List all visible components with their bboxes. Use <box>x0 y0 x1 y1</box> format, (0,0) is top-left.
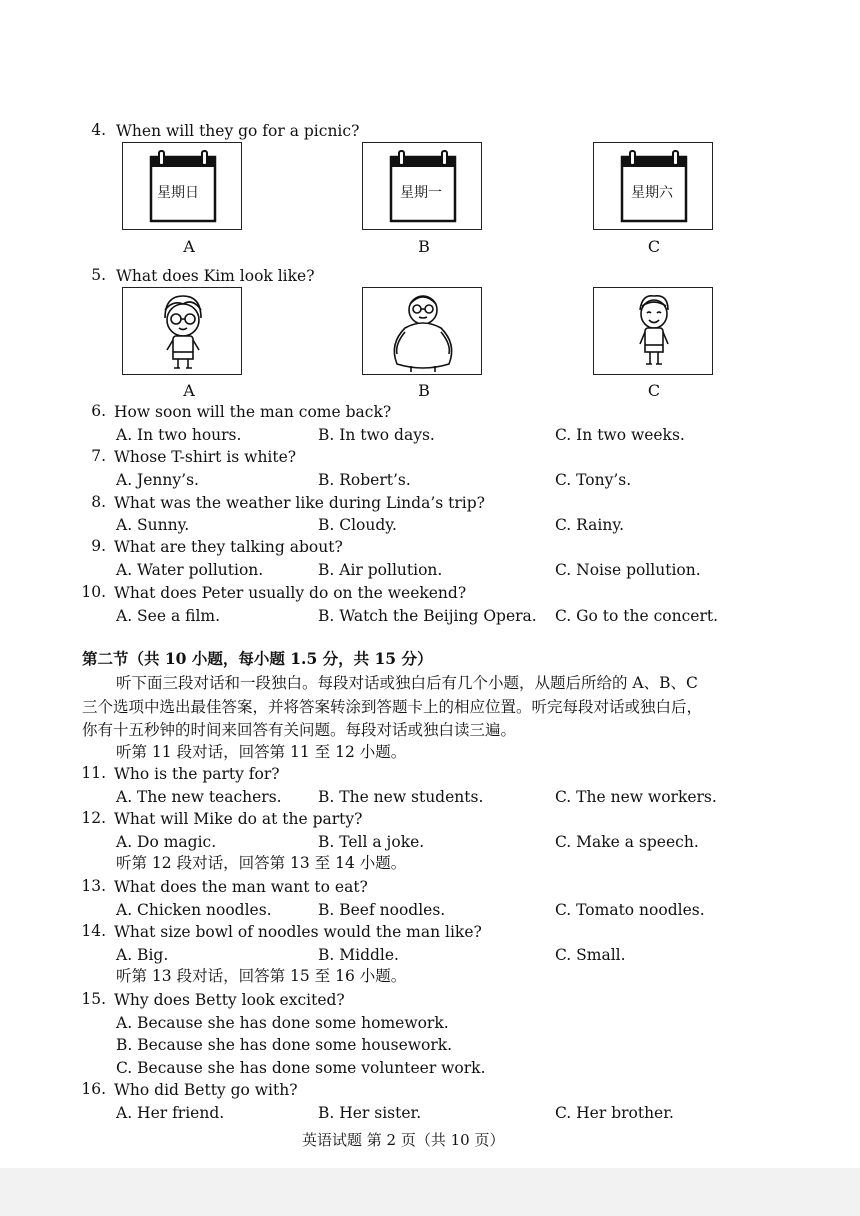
calendar-day-label: 星期日 <box>157 185 199 201</box>
question-number: 8. <box>91 493 106 511</box>
answer-option-b[interactable]: B. Tell a joke. <box>318 833 425 851</box>
question-text: What was the weather like during Linda’s trip? <box>114 494 485 512</box>
answer-option-c[interactable]: C. Because she has done some volunteer work. <box>116 1059 486 1077</box>
answer-option-c[interactable]: C. In two weeks. <box>555 426 685 444</box>
question-text: What will Mike do at the party? <box>114 810 363 828</box>
answer-option-b[interactable]: B. Beef noodles. <box>318 901 446 919</box>
question-number: 16. <box>81 1080 106 1098</box>
answer-option-c[interactable]: C. Her brother. <box>555 1104 674 1122</box>
calendar-option-b[interactable] <box>362 142 482 230</box>
question-number: 4. <box>91 121 106 139</box>
answer-option-b[interactable]: B. Her sister. <box>318 1104 422 1122</box>
option-letter: C <box>647 237 661 256</box>
answer-option-c[interactable]: C. Small. <box>555 946 626 964</box>
picture-option-c[interactable] <box>593 287 713 375</box>
boy-with-glasses-icon <box>123 288 243 376</box>
picture-option-a[interactable] <box>122 287 242 375</box>
answer-option-c[interactable]: C. Make a speech. <box>555 833 699 851</box>
answer-option-a[interactable]: A. Jenny’s. <box>116 471 199 489</box>
instructions-line: 听下面三段对话和一段独白。每段对话或独白后有几个小题，从题后所给的 A、B、C <box>116 674 698 692</box>
question-number: 5. <box>91 266 106 284</box>
question-text: What are they talking about? <box>114 538 343 556</box>
question-number: 12. <box>81 809 106 827</box>
answer-option-c[interactable]: C. The new workers. <box>555 788 717 806</box>
answer-option-a[interactable]: A. Because she has done some homework. <box>116 1014 449 1032</box>
answer-option-a[interactable]: A. The new teachers. <box>116 788 282 806</box>
option-letter: C <box>647 381 661 400</box>
question-number: 9. <box>91 537 106 555</box>
answer-option-a[interactable]: A. Do magic. <box>116 833 217 851</box>
option-letter: B <box>418 237 430 256</box>
answer-option-b[interactable]: B. Air pollution. <box>318 561 443 579</box>
answer-option-a[interactable]: A. Big. <box>116 946 169 964</box>
answer-option-a[interactable]: A. Sunny. <box>116 516 190 534</box>
answer-option-a[interactable]: A. Water pollution. <box>116 561 264 579</box>
instructions-line: 你有十五秒钟的时间来回答有关问题。每段对话或独白读三遍。 <box>82 721 517 739</box>
calendar-option-c[interactable] <box>593 142 713 230</box>
question-number: 14. <box>81 922 106 940</box>
answer-option-b[interactable]: B. Middle. <box>318 946 399 964</box>
calendar-option-a[interactable] <box>122 142 242 230</box>
answer-option-a[interactable]: A. Her friend. <box>116 1104 225 1122</box>
answer-option-b[interactable]: B. The new students. <box>318 788 484 806</box>
question-number: 13. <box>81 877 106 895</box>
question-number: 6. <box>91 402 106 420</box>
option-letter: A <box>183 381 195 400</box>
answer-option-c[interactable]: C. Rainy. <box>555 516 624 534</box>
answer-option-c[interactable]: C. Noise pollution. <box>555 561 701 579</box>
question-text: What does Kim look like? <box>116 267 315 285</box>
answer-option-b[interactable]: B. In two days. <box>318 426 435 444</box>
answer-option-c[interactable]: C. Tomato noodles. <box>555 901 705 919</box>
instructions-line: 三个选项中选出最佳答案，并将答案转涂到答题卡上的相应位置。听完每段对话或独白后， <box>82 698 703 716</box>
question-text: Who did Betty go with? <box>114 1081 298 1099</box>
question-text: When will they go for a picnic? <box>116 122 360 140</box>
option-letter: B <box>418 381 430 400</box>
question-text: Whose T-shirt is white? <box>114 448 297 466</box>
answer-option-c[interactable]: C. Tony’s. <box>555 471 632 489</box>
picture-option-b[interactable] <box>362 287 482 375</box>
answer-option-b[interactable]: B. Because she has done some housework. <box>116 1036 453 1054</box>
question-text: How soon will the man come back? <box>114 403 392 421</box>
page-bottom-band <box>0 1168 860 1216</box>
answer-option-c[interactable]: C. Go to the concert. <box>555 607 719 625</box>
answer-option-b[interactable]: B. Robert’s. <box>318 471 411 489</box>
question-text: What does Peter usually do on the weekend? <box>114 584 467 602</box>
question-number: 7. <box>91 447 106 465</box>
section-heading: 第二节（共 10 小题，每小题 1.5 分，共 15 分） <box>82 649 433 668</box>
dialogue-instruction: 听第 13 段对话，回答第 15 至 16 小题。 <box>116 967 407 985</box>
question-text: Who is the party for? <box>114 765 280 783</box>
calendar-day-label: 星期一 <box>400 185 442 201</box>
page-footer: 英语试题 第 2 页（共 10 页） <box>302 1131 505 1149</box>
answer-option-a[interactable]: A. See a film. <box>116 607 221 625</box>
dialogue-instruction: 听第 12 段对话，回答第 13 至 14 小题。 <box>116 854 407 872</box>
option-letter: A <box>183 237 195 256</box>
question-text: What does the man want to eat? <box>114 878 368 896</box>
answer-option-a[interactable]: A. Chicken noodles. <box>116 901 272 919</box>
question-number: 15. <box>81 990 106 1008</box>
answer-option-b[interactable]: B. Watch the Beijing Opera. <box>318 607 537 625</box>
answer-option-b[interactable]: B. Cloudy. <box>318 516 397 534</box>
question-text: Why does Betty look excited? <box>114 991 345 1009</box>
heavy-boy-with-glasses-icon <box>363 288 483 376</box>
question-number: 11. <box>81 764 106 782</box>
dialogue-instruction: 听第 11 段对话，回答第 11 至 12 小题。 <box>116 743 407 761</box>
question-number: 10. <box>81 583 106 601</box>
answer-option-a[interactable]: A. In two hours. <box>116 426 242 444</box>
smiling-boy-icon <box>594 288 714 376</box>
calendar-day-label: 星期六 <box>631 185 673 201</box>
question-text: What size bowl of noodles would the man like? <box>114 923 482 941</box>
